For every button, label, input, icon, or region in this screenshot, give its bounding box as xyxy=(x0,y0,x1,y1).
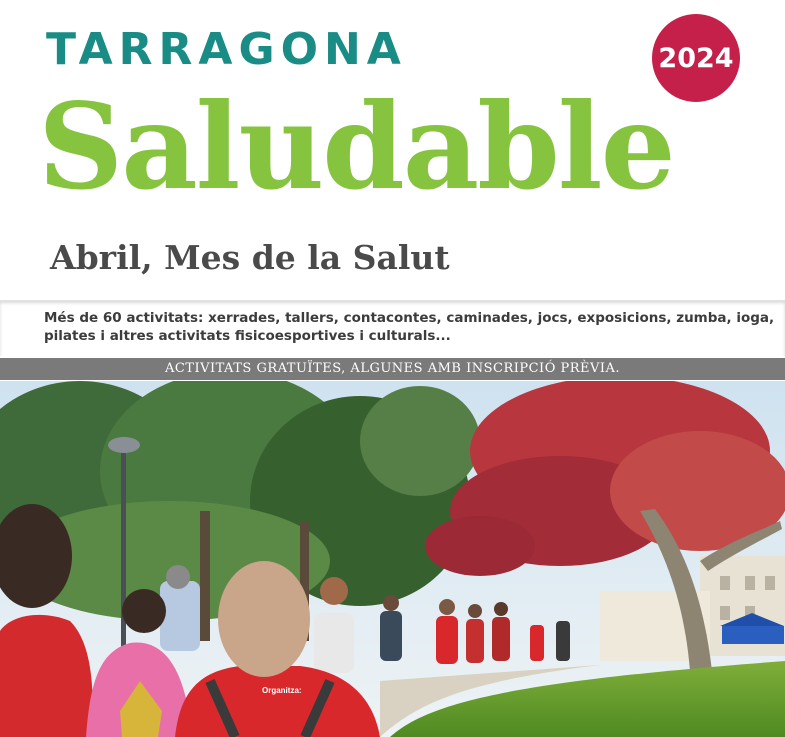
walkers-photo xyxy=(0,381,785,737)
shirt-text: Organitza: xyxy=(262,686,302,695)
walkers-photo-illustration xyxy=(0,381,785,737)
city-title: TARRAGONA xyxy=(46,24,407,75)
free-activities-banner: ACTIVITATS GRATUÏTES, ALGUNES AMB INSCRIPCIÓ PRÈVIA. xyxy=(0,358,785,380)
subtitle: Abril, Mes de la Salut xyxy=(50,238,450,277)
year-label: 2024 xyxy=(658,42,734,74)
activities-description: Més de 60 activitats: xerrades, tallers, contacontes, caminades, jocs, exposicions, zumba, ioga, pilates i altres activitats fisicoesportives i culturals... xyxy=(0,300,785,356)
main-title: Saludable xyxy=(38,77,674,216)
year-badge xyxy=(652,14,740,102)
